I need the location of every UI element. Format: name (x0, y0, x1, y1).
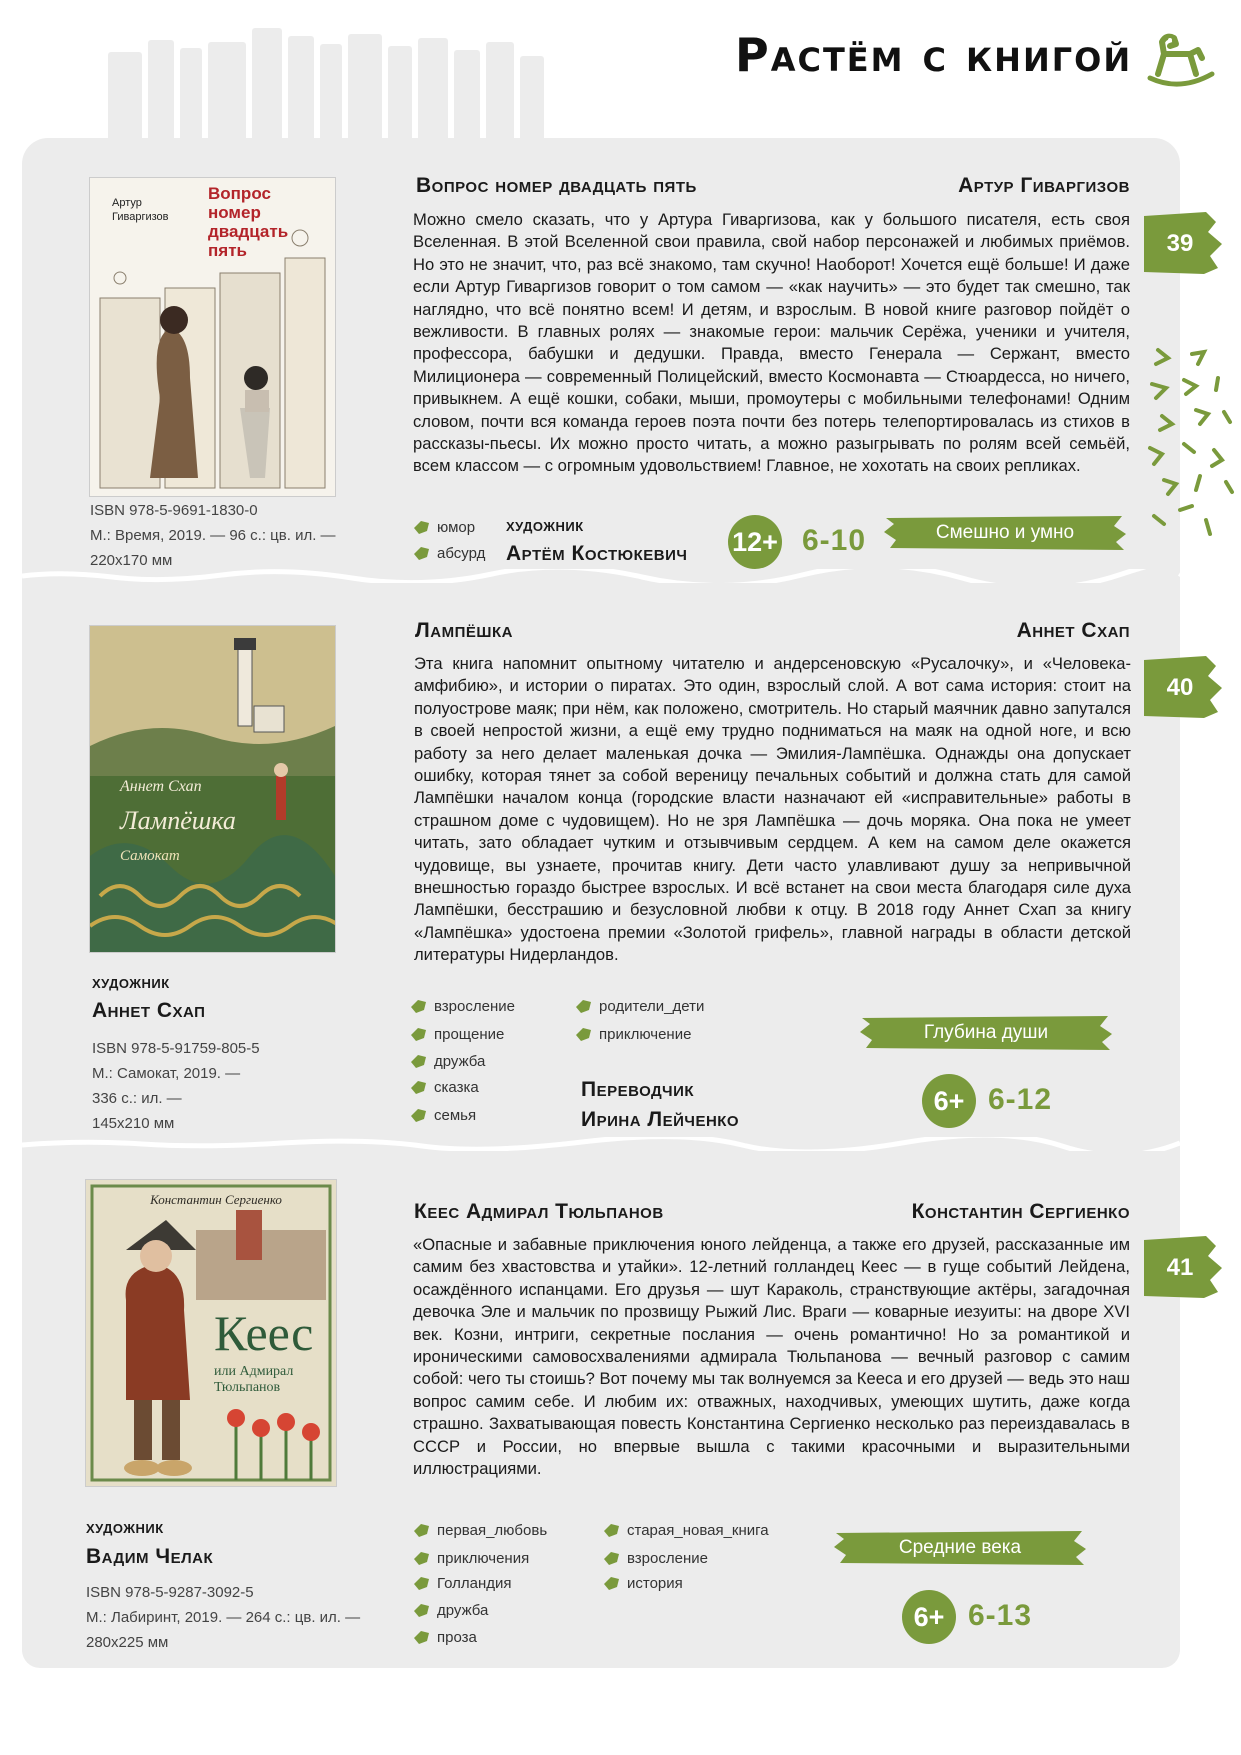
book-meta (90, 498, 360, 573)
illustrator-name: Аннет Схап (92, 999, 206, 1022)
tag-label: приключения (437, 1550, 530, 1567)
cover-title: Кеес (214, 1305, 314, 1361)
book-description: Эта книга напомнит опытному читателю и андерсеновскую «Русалочку», и «Человека-амфибию», и истории о пиратах. Это один, взрослый слой. А вот сама история: стоит на полуострове маяк; при нём, как положено, смотритель. Но старый маячник давно запутался в своей непростой жизни, а ещё ему трудно подниматься на маяк на одной ноге, и всю работу за него делает маленькая дочка — Эмилия-Лампёшка. Однажды она допускает ошибку, которая тянет за собой вереницу печальных событий и должна стать для самой Лампёшки началом конца (городские власти назначают ей «исправительные» работы в страшном доме с чудовищем). Но не зря Лампёшка — дочь моряка. Она пока не умеет читать, зато обладает чутким и отзывчивым сердцем. А кем на самом деле окажется чудовище, вы узнаете, прочитав книгу. Дети часто улавливают душу за непривычной внешностью гораздо быстрее взрослых. И всё встанет на свои места благодаря силе духа Лампёшки, бесстрашию и безусловной любви к отцу. В 2018 году Аннет Схап за книгу «Лампёшка» удостоена премии «Золотой грифель», главной награды в области детской литературы Нидерландов. (414, 654, 1131, 965)
tag-label: взросление (627, 1550, 708, 1567)
ribbon-label: Глубина души (923, 1022, 1049, 1043)
tag-leaf-icon (413, 1603, 430, 1618)
tag-label: история (627, 1575, 683, 1592)
book-description: «Опасные и забавные приключения юного лейденца, а также его друзей, рассказанные им самим без хвастовства и утайки». 12-летний голландец Кеес — в гуще событий Лейдена, осаждённого испанцами. Его друзья — шут Караколь, странствующие актёры, загадочная девочка Эле и мальчик по прозвищу Рыжий Лис. Враги — коварные иезуиты: на дворе XVI век. Козни, интриги, секретные послания — очень романтично! Но за романтикой и ироническими самовосхвалениями адмирала Тюльпанова — вечный разговор с самим собой: чего ты стоишь? Вот почему мы так волнуемся за Кееса и его друзей — ведь это наш вопрос самим себе. И любим их: отважных, находчивых, умеющих шутить, даже когда страшно. Захватывающая повесть Константина Сергиенко несколько раз переиздавалась в СССР и России, но впервые вышла с такими красочными и выразительными иллюстрациями. (413, 1235, 1130, 1479)
format: 280х225 мм (86, 1634, 169, 1651)
illustrator-name: Вадим Челак (86, 1545, 214, 1568)
section-divider (22, 1137, 1180, 1151)
role-label: Переводчик (581, 1078, 695, 1101)
tag[interactable] (413, 1600, 488, 1622)
tag-leaf-icon (413, 520, 430, 535)
tag-leaf-icon (410, 1108, 427, 1123)
tag-label: юмор (437, 519, 476, 536)
illustrator-label: художник (86, 1517, 164, 1537)
book-author: Аннет Схап (1016, 619, 1130, 642)
book-cover[interactable] (90, 178, 335, 496)
tag[interactable] (603, 1573, 683, 1595)
illustrator-label: художник (92, 972, 170, 992)
tag-label: прощение (434, 1026, 505, 1043)
tag[interactable] (410, 1077, 479, 1099)
theme-ribbon (832, 1529, 1088, 1567)
cover-author: Аннет Схап (120, 778, 202, 795)
tag-label: абсурд (437, 545, 486, 562)
tag-leaf-icon (413, 546, 430, 561)
tag-leaf-icon (410, 1080, 427, 1095)
page-number-tab (1144, 656, 1224, 720)
page-title: Растём с книгой (735, 28, 1133, 82)
tag-label: сказка (434, 1079, 479, 1096)
cover-title: Вопрос номер двадцать пять (208, 184, 289, 260)
isbn: ISBN 978-5-91759-805-5 (92, 1040, 260, 1057)
tag-leaf-icon (575, 999, 592, 1014)
tag[interactable] (410, 996, 515, 1018)
tag-label: дружба (434, 1053, 486, 1070)
cover-subtitle: или Адмирал Тюльпанов (214, 1364, 294, 1395)
role-name: Артём Костюкевич (506, 542, 688, 565)
book-title: Лампёшка (415, 619, 513, 642)
page-number-tab (1144, 212, 1224, 276)
tag[interactable] (410, 1024, 504, 1046)
tag-label: взросление (434, 998, 515, 1015)
tag-label: старая_новая_книга (627, 1522, 769, 1539)
tag-leaf-icon (575, 1027, 592, 1042)
tag-label: первая_любовь (437, 1522, 548, 1539)
publisher: М.: Лабиринт, 2019. — 264 с.: цв. ил. — (86, 1609, 361, 1626)
tag-leaf-icon (413, 1576, 430, 1591)
cover-title: Лампёшка (120, 806, 236, 835)
book-author: Артур Гиваргизов (958, 174, 1130, 197)
tag[interactable] (413, 543, 485, 565)
age-badge: 6+ (902, 1590, 956, 1644)
tag[interactable] (603, 1548, 708, 1570)
tag-label: Голландия (437, 1575, 512, 1592)
format: 220х170 мм (90, 552, 173, 569)
book-cover[interactable] (90, 626, 335, 952)
tag-leaf-icon (410, 1027, 427, 1042)
age-range: 6-13 (968, 1599, 1033, 1632)
role-name: Ирина Лейченко (581, 1108, 740, 1131)
rocking-horse-icon (1140, 30, 1220, 90)
tag-label: дружба (437, 1602, 489, 1619)
book-description: Можно смело сказать, что у Артура Гиваргизова, как у большого писателя, есть своя Вселенная. В этой Вселенной свои правила, свой набор персонажей и любимых приёмов. Но это не значит, что, раз всё знакомо, там скучно! Наоборот! Хочется ещё больше! И даже если Артур Гиваргизов говорит о том самом — «как научить» — это будет так смешно, так наглядно, что всё понятно всем! И детям, и взрослым. В новой книге разговор пойдёт о вежливости. В главных ролях — знакомые герои: мальчик Серёжа, ученики и учителя, профессора, бабушки и дедушки. Правда, вместо Генерала — Сержант, вместо Милиционера — современный Полицейский, вместо Космонавта — Стюардесса, но ничего, привыкнем. А ещё кошки, собаки, мыши, промоутеры с мобильными телефонами! Одним словом, почти вся команда героев поэта почти без потерь телепортировалась из стихов в рассказы-пьесы. Их можно просто читать, а можно разыгрывать по ролям всей семьёй, всем классом — с огромным удовольствием! Главное, не хохотать на своих репликах. (413, 210, 1130, 476)
book-meta (92, 1036, 302, 1136)
tag-label: родители_дети (599, 998, 705, 1015)
theme-ribbon (882, 514, 1128, 552)
tag-leaf-icon (410, 999, 427, 1014)
tag-leaf-icon (413, 1523, 430, 1538)
tag[interactable] (413, 517, 475, 539)
cover-author: Константин Сергиенко (150, 1192, 282, 1207)
tag-leaf-icon (413, 1630, 430, 1645)
cover-author: Артур Гиваргизов (112, 197, 169, 223)
pages: 336 с.: ил. — (92, 1090, 182, 1107)
tag[interactable] (413, 1573, 512, 1595)
book-title: Вопрос номер двадцать пять (416, 174, 697, 197)
age-badge: 12+ (728, 515, 782, 569)
book-title: Кеес Адмирал Тюльпанов (414, 1200, 664, 1223)
tag-label: приключение (599, 1026, 692, 1043)
tag-label: семья (434, 1107, 477, 1124)
tag[interactable] (603, 1520, 769, 1542)
page-number-tab (1144, 1236, 1224, 1300)
publisher: М.: Время, 2019. — 96 с.: цв. ил. — (90, 527, 336, 544)
publisher: М.: Самокат, 2019. — (92, 1065, 241, 1082)
format: 145х210 мм (92, 1115, 175, 1132)
tag[interactable] (575, 996, 704, 1018)
book-author: Константин Сергиенко (911, 1200, 1130, 1223)
tag-label: проза (437, 1629, 477, 1646)
book-meta (86, 1580, 406, 1655)
tag[interactable] (410, 1051, 485, 1073)
theme-ribbon (858, 1014, 1114, 1052)
tag-leaf-icon (603, 1551, 620, 1566)
tag-leaf-icon (603, 1576, 620, 1591)
tag[interactable] (410, 1105, 476, 1127)
book-cover[interactable] (86, 1180, 336, 1486)
tag[interactable] (575, 1024, 691, 1046)
role-label: художник (506, 515, 584, 535)
age-range: 6-10 (802, 524, 867, 557)
tag[interactable] (413, 1548, 529, 1570)
tag-leaf-icon (410, 1054, 427, 1069)
ribbon-label: Средние века (898, 1537, 1022, 1558)
page-number: 39 (1166, 230, 1194, 257)
page-number: 41 (1166, 1254, 1194, 1281)
page-number: 40 (1166, 674, 1194, 701)
isbn: ISBN 978-5-9287-3092-5 (86, 1584, 254, 1601)
tag-leaf-icon (603, 1523, 620, 1538)
ribbon-label: Смешно и умно (935, 522, 1075, 543)
cover-publisher: Самокат (120, 848, 180, 864)
tag[interactable] (413, 1627, 477, 1649)
age-badge: 6+ (922, 1074, 976, 1128)
tag-leaf-icon (413, 1551, 430, 1566)
isbn: ISBN 978-5-9691-1830-0 (90, 502, 258, 519)
age-range: 6-12 (988, 1083, 1053, 1116)
arrows-decoration (1140, 340, 1241, 560)
tag[interactable] (413, 1520, 547, 1542)
